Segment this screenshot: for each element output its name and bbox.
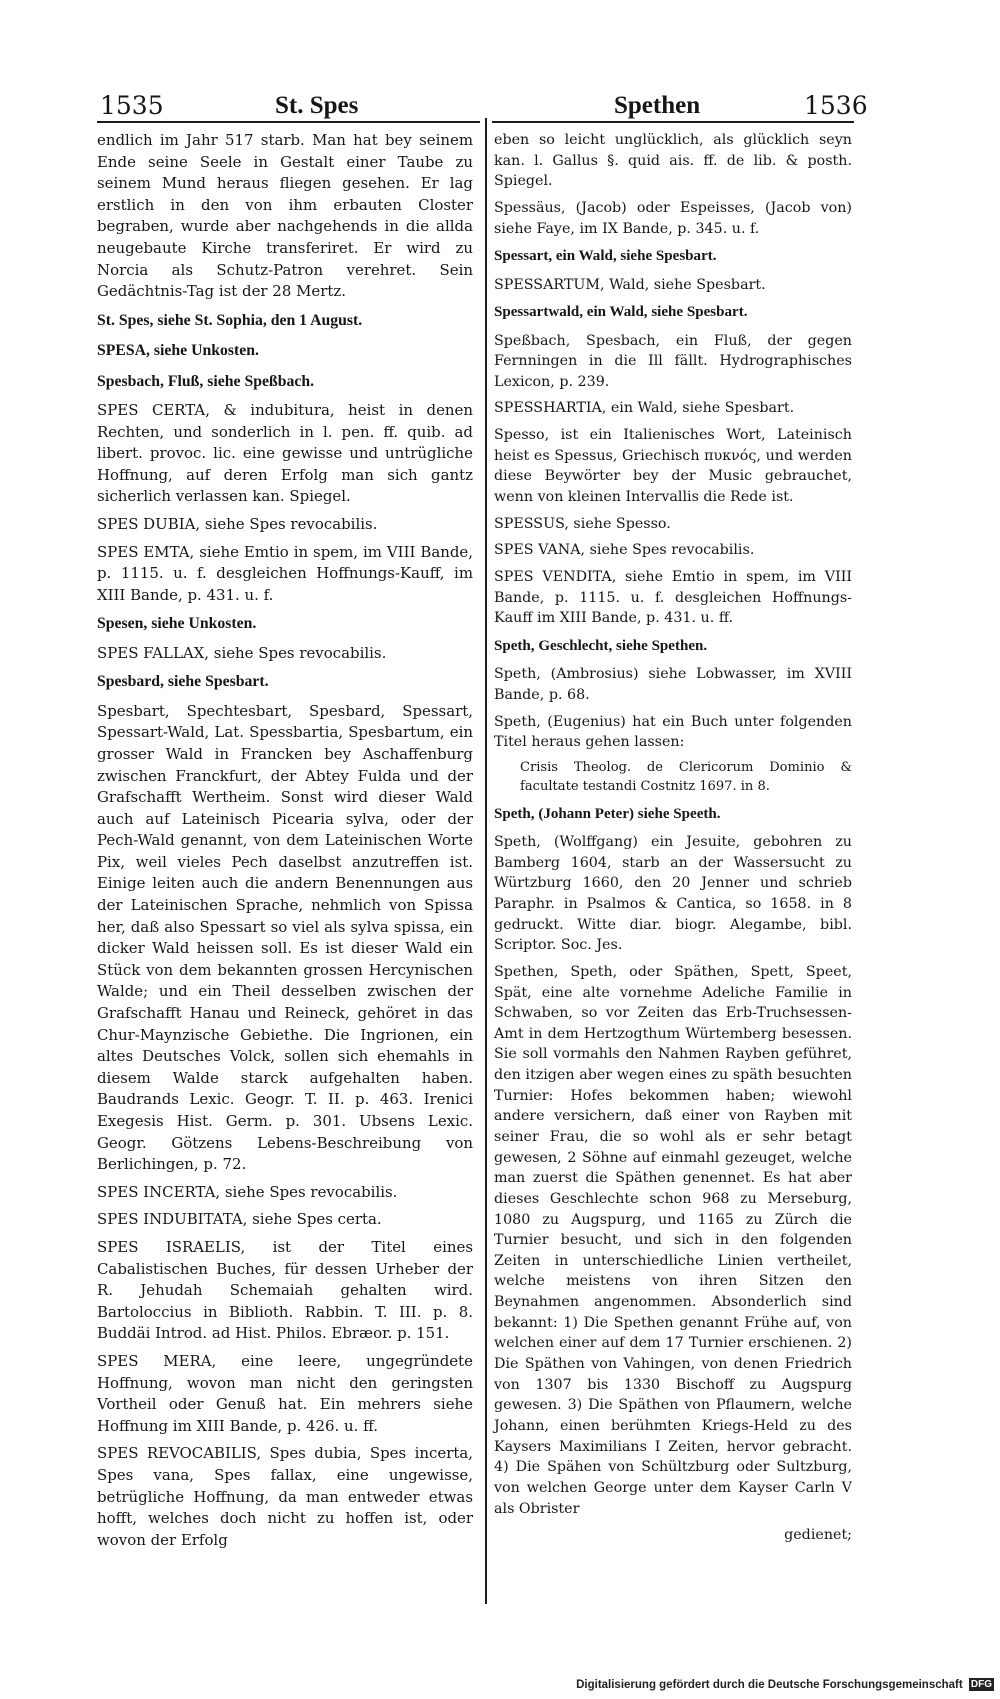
- entry-text: SPESSUS, siehe Spesso.: [494, 515, 671, 532]
- entry-heading: Speth, Geschlecht, siehe Spethen.: [494, 637, 708, 654]
- entry-text: SPESSARTUM, Wald, siehe Spesbart.: [494, 276, 766, 293]
- entry-heading: St. Spes, siehe St. Sophia, den 1 August.: [97, 311, 363, 329]
- entry-heading: Speth, (Johann Peter) siehe Speeth.: [494, 805, 721, 822]
- entry-text: SPES DUBIA, siehe Spes revocabilis.: [97, 514, 378, 533]
- right-column: [494, 130, 852, 1552]
- digitization-credit: [576, 1678, 994, 1692]
- entry-text: SPES CERTA, & indubitura, heist in denen Rechten, und sonderlich in l. pen. ff. quib. ad libert. provoc. lic. eine gewisse und untrügliche Hoffnung, auf deren Erfolg man sich gantz sicherlich verlassen kan. Spiegel.: [97, 400, 473, 506]
- entry-heading: SPESA, siehe Unkosten.: [97, 342, 259, 360]
- entry-text: SPES REVOCABILIS, Spes dubia, Spes incerta, Spes vana, Spes fallax, eine ungewisse, betrügliche Hoffnung, da man entweder etwas hofft, welches doch nicht zu hoffen ist, oder wovon der Erfolg: [97, 1444, 473, 1549]
- right-running-title: Spethen: [614, 92, 701, 119]
- credit-text: Digitalisierung gefördert durch die Deutsche Forschungsgemeinschaft: [576, 1679, 963, 1691]
- entry-text: SPESSHARTIA, ein Wald, siehe Spesbart.: [494, 400, 795, 417]
- entry-text: endlich im Jahr 517 starb. Man hat bey seinem Ende seine Seele in Gestalt einer Taube zu seinem Mund heraus fliegen gesehen. Er lag erstlich in den von ihm erbauten Closter begraben, wurde aber nachgehends in die allda neugebaute Kirche transferiret. Er wird zu Norcia als Schutz-Patron verehret. Sein Gedächtnis-Tag ist der 28 Mertz.: [97, 131, 473, 301]
- entry-text: SPES VANA, siehe Spes revocabilis.: [494, 542, 755, 559]
- entry-text: Speth, (Ambrosius) siehe Lobwasser, im XVIII Bande, p. 68.: [494, 666, 852, 703]
- header-rule-right: [492, 121, 854, 123]
- entry-heading: Spessart, ein Wald, siehe Spesbart.: [494, 248, 717, 265]
- entry-heading: Spesbard, siehe Spesbart.: [97, 673, 269, 691]
- entry-heading: Spessartwald, ein Wald, siehe Spesbart.: [494, 304, 748, 321]
- entry-text: Spessäus, (Jacob) oder Espeisses, (Jacob von) siehe Faye, im IX Bande, p. 345. u. f.: [494, 199, 852, 237]
- entry-text: Spesbart, Spechtesbart, Spesbard, Spessart, Spessart-Wald, Lat. Spessbartia, Spesbartum, ein grosser Wald in Francken bey Aschaffenburg zwischen Franckfurt, der Abtey Fulda und der Grafschafft Wertheim. Sonst wird dieser Wald auch auf Lateinisch Picearia sylva, oder der Pech-Wald genannt, von dem Lateinischen Worte Pix, weil vieles Pech daselbst anzutreffen ist. Einige leiten auch die andern Benennungen aus der Lateinischen Sprache, nehmlich von Spissa her, daß also Spessart so viel als sylva spissa, ein dicker Wald heissen soll. Es ist dieser Wald ein Stück von dem bekannten grossen Hercynischen Walde; und ein Theil desselben zwischen der Grafschafft Hanau und Reineck, gehöret in das Chur-Maynzische Gebiethe. Die Ingrionen, ein altes Deutsches Volck, sollen sich ehemahls in diesem Walde starck aufgehalten haben. Baudrands Lexic. Geogr. T. II. p. 463. Irenici Exegesis Hist. Germ. p. 301. Ubsens Lexic. Geogr. Götzens Lebens-Beschreibung von Berlichingen, p. 72.: [97, 701, 473, 1174]
- entry-text: SPES VENDITA, siehe Emtio in spem, im VIII Bande, p. 1115. u. f. desgleichen Hoffnungs-Kauff im XIII Bande, p. 431. u. ff.: [494, 568, 852, 627]
- column-divider: [485, 118, 487, 1604]
- entry-heading: Spesbach, Fluß, siehe Speßbach.: [97, 372, 315, 390]
- right-page-number: 1536: [804, 91, 868, 120]
- entry-text: Spethen, Speth, oder Späthen, Spett, Speet, Spät, eine alte vornehme Adeliche Familie in Schwaben, so vor Zeiten das Erb-Truchsessen-Amt in dem Hertzogthum Würtemberg besessen. Sie soll vormahls den Nahmen Rayben geführet, den itzigen aber wegen eines zu späth besuchten Turnier: Hofes bekommen haben; wiewohl andere versichern, daß einer von Rayben mit seiner Frau, die so wohl als er sehr betagt gewesen, 2 Söhne auf einmahl gezeuget, welche man zuerst die Späthen genennet. Es hat aber dieses Geschlechte schon 968 zu Merseburg, 1080 zu Augspurg, und 1165 zu Zürch die Turnier besucht, und sich in den folgenden Zeiten in unterschiedliche Linien vertheilet, welche meistens von ihren Sitzen den Beynahmen angenommen. Absonderlich sind bekannt: 1) Die Spethen genannt Frühe auf, von welchen einer auf dem 17 Turnier erschienen. 2) Die Späthen von Vahingen, von denen Friedrich von 1307 bis 1330 Bischoff zu Augspurg gewesen. 3) Die Späthen von Pflaumern, welche Johann, einen berühmten Kriegs-Held zu des Kaysers Maximilians I Zeiten, hervor gebracht. 4) Die Spähen von Schültzburg oder Sultzburg, von welchen George unter dem Kayser Carln V als Obrister: [494, 963, 852, 1517]
- entry-text: SPES EMTA, siehe Emtio in spem, im VIII Bande, p. 1115. u. f. desgleichen Hoffnungs-Kauff, im XIII Bande, p. 431. u. f.: [97, 542, 473, 604]
- entry-text: Speth, (Eugenius) hat ein Buch unter folgenden Titel heraus gehen lassen:: [494, 713, 852, 751]
- entry-text: SPES INCERTA, siehe Spes revocabilis.: [97, 1182, 398, 1201]
- entry-text: SPES INDUBITATA, siehe Spes certa.: [97, 1210, 382, 1229]
- entry-text: Spesso, ist ein Italienisches Wort, Lateinisch heist es Spessus, Griechisch πυκνός, und werden diese Beywörter bey der Music gebrauchet, wenn von kleinen Intervallis die Rede ist.: [494, 427, 852, 506]
- entry-text: Speßbach, Spesbach, ein Fluß, der gegen Fernningen in die Ill fällt. Hydrographisches Lexicon, p. 239.: [494, 332, 852, 390]
- entry-text: Crisis Theolog. de Clericorum Dominio & facultate testandi Costnitz 1697. in 8.: [520, 759, 852, 794]
- entry-heading: Spesen, siehe Unkosten.: [97, 615, 257, 633]
- entry-text: gedienet;: [784, 1527, 852, 1544]
- header-rule-left: [97, 121, 480, 123]
- left-running-title: St. Spes: [275, 92, 359, 119]
- left-column: [97, 130, 473, 1557]
- left-page-number: 1535: [100, 91, 164, 120]
- entry-text: SPES FALLAX, siehe Spes revocabilis.: [97, 643, 387, 662]
- entry-text: eben so leicht unglücklich, als glücklich seyn kan. l. Gallus §. quid ais. ff. de lib. & posth. Spiegel.: [494, 132, 852, 190]
- dfg-logo: DFG: [970, 1679, 992, 1690]
- entry-text: Speth, (Wolffgang) ein Jesuite, gebohren zu Bamberg 1604, starb an der Wassersucht zu Würtzburg 1660, den 20 Jenner und schrieb Paraphr. in Psalmos & Cantica, so 1658. in 8 gedruckt. Witte diar. biogr. Alegambe, bibl. Scriptor. Soc. Jes.: [494, 834, 852, 954]
- entry-text: SPES ISRAELIS, ist der Titel eines Cabalistischen Buches, für dessen Urheber der R. Jehudah Schemaiah gehalten wird. Bartoloccius in Biblioth. Rabbin. T. III. p. 8. Buddäi Introd. ad Hist. Philos. Ebræor. p. 151.: [97, 1237, 473, 1343]
- entry-text: SPES MERA, eine leere, ungegründete Hoffnung, wovon man nicht den geringsten Vortheil oder Genuß hat. Ein mehrers siehe Hoffnung im XIII Bande, p. 426. u. ff.: [97, 1351, 473, 1435]
